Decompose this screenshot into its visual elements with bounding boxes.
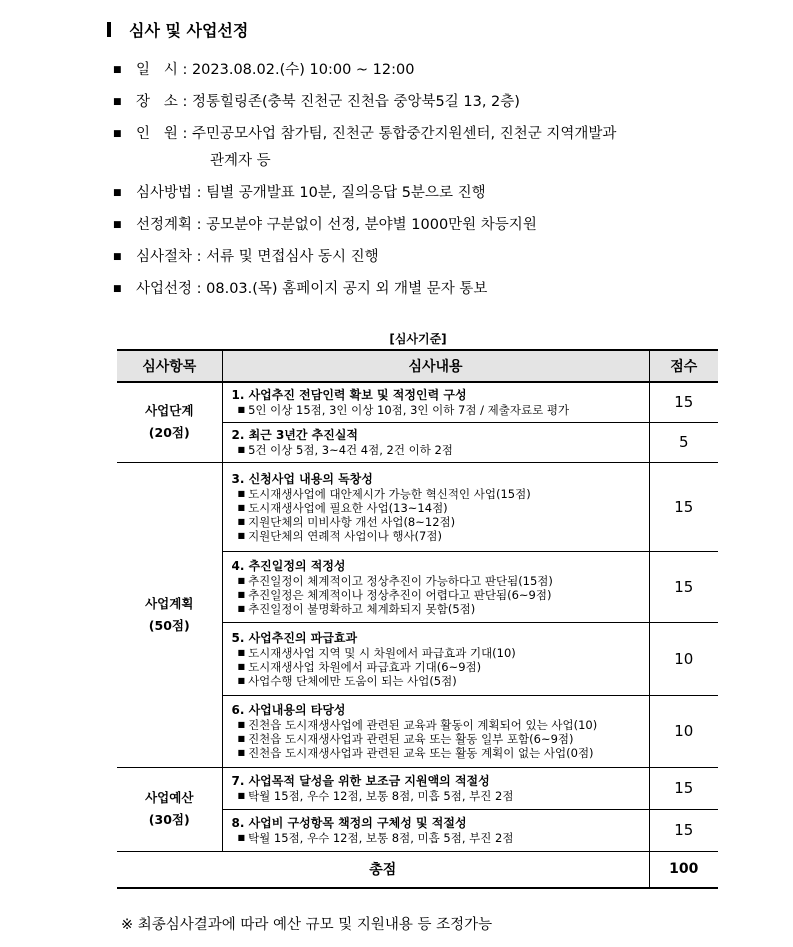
square-bullet-icon: ■ <box>237 833 246 842</box>
criteria-table <box>117 349 718 889</box>
bullet-icon: ■ <box>113 252 122 262</box>
square-bullet-icon: ■ <box>237 748 246 757</box>
score-cell: 5 <box>649 422 718 462</box>
criteria-content: 3. 신청사업 내용의 독창성 ■ 도시재생사업에 대안제시가 가능한 혁신적인 사업(15점) ■ 도시재생사업에 필요한 사업(13~14점) ■ 지원단체의 미비사항 개선 사업(8~12점) ■ 지원단체의 연례적 사업이나 행사(7점) <box>222 462 649 551</box>
bullet-icon: ■ <box>113 129 122 139</box>
score-cell: 15 <box>649 551 718 622</box>
square-bullet-icon: ■ <box>237 445 246 454</box>
category-cell: 사업단계 (20점) <box>117 382 222 462</box>
square-bullet-icon: ■ <box>237 502 246 512</box>
bullet-icon: ■ <box>113 65 122 75</box>
criteria-content: 5. 사업추진의 파급효과 ■ 도시재생사업 지역 및 시 차원에서 파급효과 기대(10) ■ 도시재생사업 차원에서 파급효과 기대(6~9점) ■ 사업수행 단체에만 도움이 되는 사업(5점) <box>222 622 649 695</box>
table-header-row <box>117 350 718 382</box>
criteria-content: 7. 사업목적 달성을 위한 보조금 지원액의 적절성 ■ 탁월 15점, 우수 12점, 보통 8점, 미흡 5점, 부진 2점 <box>222 767 649 809</box>
bullet-icon: ■ <box>113 220 122 230</box>
total-row <box>117 851 718 888</box>
score-cell: 10 <box>649 622 718 695</box>
score-cell: 15 <box>649 462 718 551</box>
header-content: 심사내용 <box>222 350 649 382</box>
square-bullet-icon: ■ <box>237 675 246 685</box>
bullet-icon: ■ <box>113 284 122 294</box>
info-item-members: ■ 인 원 : 주민공모사업 참가팀, 진천군 통합중간지원센터, 진천군 지역개발과 <box>113 124 616 145</box>
info-item-method: ■ 심사방법 : 팀별 공개발표 10분, 질의응답 5분으로 진행 <box>113 183 616 204</box>
square-bullet-icon: ■ <box>237 603 246 613</box>
square-bullet-icon: ■ <box>237 516 246 526</box>
total-score: 100 <box>649 851 718 888</box>
info-item-place: ■ 장 소 : 정통힐링존(충북 진천군 진천읍 중앙북5길 13, 2층) <box>113 92 616 113</box>
header-category: 심사항목 <box>117 350 222 382</box>
criteria-content: 1. 사업추진 전담인력 확보 및 적정인력 구성 ■ 5인 이상 15점, 3인 이상 10점, 3인 이하 7점 / 제출자료로 평가 <box>222 382 649 422</box>
table-row <box>117 767 718 809</box>
score-cell: 10 <box>649 695 718 767</box>
square-bullet-icon: ■ <box>237 661 246 671</box>
table-row <box>117 382 718 422</box>
total-label: 총점 <box>117 851 649 888</box>
criteria-content: 8. 사업비 구성항목 책정의 구체성 및 적절성 ■ 탁월 15점, 우수 12점, 보통 8점, 미흡 5점, 부진 2점 <box>222 809 649 851</box>
info-item-procedure: ■ 심사절차 : 서류 및 면접심사 동시 진행 <box>113 247 616 268</box>
score-cell: 15 <box>649 382 718 422</box>
category-cell: 사업계획 (50점) <box>117 462 222 767</box>
square-bullet-icon: ■ <box>237 647 246 657</box>
square-bullet-icon: ■ <box>237 488 246 498</box>
heading-text: 심사 및 사업선정 <box>129 21 249 40</box>
square-bullet-icon: ■ <box>237 589 246 599</box>
square-bullet-icon: ■ <box>237 575 246 585</box>
bullet-icon: ■ <box>113 188 122 198</box>
score-cell: 15 <box>649 767 718 809</box>
square-bullet-icon: ■ <box>237 791 246 800</box>
score-cell: 15 <box>649 809 718 851</box>
section-heading <box>107 18 248 41</box>
footnote: ※ 최종심사결과에 따라 예산 규모 및 지원내용 등 조정가능 <box>121 917 493 933</box>
criteria-content: 2. 최근 3년간 추진실적 ■ 5건 이상 5점, 3~4건 4점, 2건 이하 2점 <box>222 422 649 462</box>
square-bullet-icon: ■ <box>237 720 246 729</box>
table-caption: [심사기준] <box>389 332 447 346</box>
header-score: 점수 <box>649 350 718 382</box>
square-bullet-icon: ■ <box>237 405 246 415</box>
info-item-plan: ■ 선정계획 : 공모분야 구분없이 선정, 분야별 1000만원 차등지원 <box>113 215 616 236</box>
criteria-content: 4. 추진일정의 적정성 ■ 추진일정이 체계적이고 정상추진이 가능하다고 판단됨(15점) ■ 추진일정은 체계적이나 정상추진이 어렵다고 판단됨(6~9점) ■ 추진일정이 불명확하고 체계화되지 못함(5점) <box>222 551 649 622</box>
heading-bar <box>107 22 111 37</box>
info-list <box>113 60 616 300</box>
table-row <box>117 462 718 551</box>
criteria-content: 6. 사업내용의 타당성 ■ 진천읍 도시재생사업에 관련된 교육과 활동이 계획되어 있는 사업(10) ■ 진천읍 도시재생사업과 관련된 교육 또는 활동 일부 포함(6~9점) ■ 진천읍 도시재생사업과 관련된 교육 또는 활동 계획이 없는 사업(0점) <box>222 695 649 767</box>
category-cell: 사업예산 (30점) <box>117 767 222 851</box>
square-bullet-icon: ■ <box>237 530 246 540</box>
bullet-icon: ■ <box>113 97 122 107</box>
info-item-date: ■ 일 시 : 2023.08.02.(수) 10:00 ~ 12:00 <box>113 60 616 81</box>
info-item-members-cont: 관계자 등 <box>210 153 271 169</box>
square-bullet-icon: ■ <box>237 734 246 743</box>
info-item-selection: ■ 사업선정 : 08.03.(목) 홈페이지 공지 외 개별 문자 통보 <box>113 279 616 300</box>
